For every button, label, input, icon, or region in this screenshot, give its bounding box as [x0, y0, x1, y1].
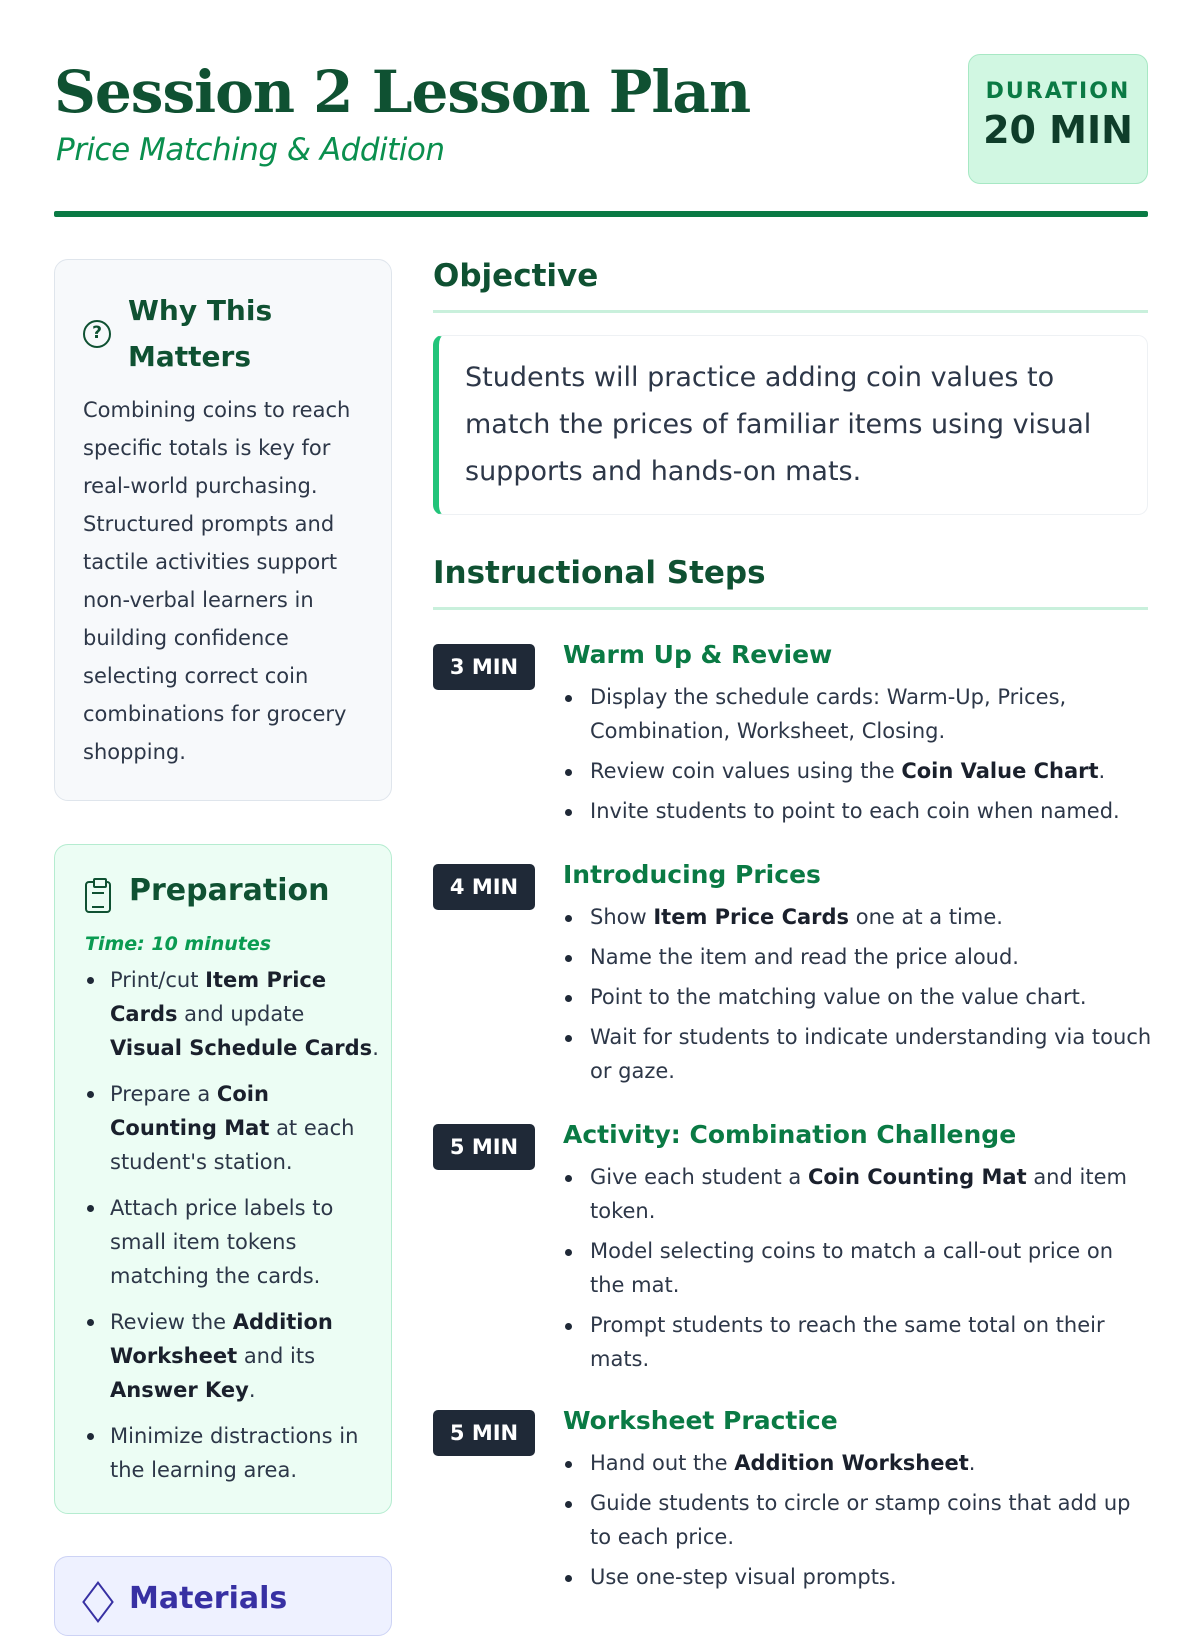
item-text: . — [372, 1036, 379, 1060]
list-item — [563, 1560, 1153, 1594]
step-list — [563, 1446, 1153, 1600]
item-text: at each student's station. — [110, 1116, 355, 1174]
emphasis-text: Addition Worksheet — [734, 1451, 969, 1475]
preparation-list — [85, 963, 381, 1499]
preparation-time: Time: 10 minutes — [85, 933, 272, 955]
preparation-card — [54, 844, 392, 1514]
step-duration-badge: 3 MIN — [433, 644, 535, 690]
objective-heading: Objective — [433, 258, 599, 294]
item-text: Prompt students to reach the same total on their mats. — [590, 1313, 1105, 1371]
item-text: . — [968, 1451, 976, 1475]
list-item — [85, 1191, 381, 1293]
step-duration-badge: 5 MIN — [433, 1124, 535, 1170]
emphasis-text: Item Price Cards — [110, 968, 327, 1026]
item-text: Guide students to circle or stamp coins that add up to each price. — [590, 1491, 1131, 1549]
page-title: Session 2 Lesson Plan — [54, 58, 751, 126]
step-title: Worksheet Practice — [563, 1406, 838, 1435]
item-text: Use one-step visual prompts. — [590, 1565, 897, 1589]
list-item — [563, 980, 1153, 1014]
list-item — [563, 1446, 1153, 1480]
list-item — [563, 794, 1153, 828]
item-text: Review coin values using the — [590, 759, 902, 783]
item-text: Show — [590, 905, 654, 929]
item-text: and update — [177, 1002, 305, 1026]
emphasis-text: Item Price Cards — [653, 905, 850, 929]
instructional-steps-heading: Instructional Steps — [433, 555, 766, 591]
emphasis-text: Addition Worksheet — [110, 1310, 333, 1368]
item-text: Point to the matching value on the value chart. — [590, 985, 1087, 1009]
why-body: Combining coins to reach specific totals is key for real-world purchasing. Structured prompts and tactile activities support non-verbal learners in building confidence selecting correct coin combinations for grocery shopping. — [83, 398, 351, 764]
page-subtitle: Price Matching & Addition — [56, 132, 445, 168]
question-circle-icon: ? — [83, 320, 111, 348]
instructional-steps-rule — [433, 607, 1148, 610]
list-item — [563, 680, 1153, 748]
item-text: Print/cut — [110, 968, 206, 992]
item-text: Model selecting coins to match a call-out price on the mat. — [590, 1239, 1114, 1297]
objective-heading-rule — [433, 310, 1148, 313]
list-item — [563, 754, 1153, 788]
list-item — [563, 1160, 1153, 1228]
step-duration-badge: 5 MIN — [433, 1410, 535, 1456]
step-list — [563, 1160, 1153, 1382]
materials-card — [54, 1556, 392, 1636]
header-divider — [54, 211, 1148, 217]
list-item — [563, 1020, 1153, 1088]
emphasis-text: Coin Value Chart — [901, 759, 1099, 783]
objective-box — [433, 335, 1148, 515]
box-icon — [82, 1581, 114, 1623]
emphasis-text: Answer Key — [110, 1378, 249, 1402]
list-item — [563, 1486, 1153, 1554]
item-text: Hand out the — [590, 1451, 735, 1475]
duration-badge — [968, 54, 1148, 184]
item-text: and its — [237, 1344, 316, 1368]
item-text: Attach price labels to small item tokens matching the cards. — [110, 1196, 334, 1288]
item-text: Minimize distractions in the learning area. — [110, 1424, 359, 1482]
why-this-matters-card — [54, 259, 392, 801]
duration-value: 20 MIN — [983, 108, 1133, 152]
list-item — [563, 940, 1153, 974]
step-title: Introducing Prices — [563, 860, 821, 889]
step-list — [563, 680, 1153, 834]
page-header — [54, 52, 1148, 216]
list-item — [85, 963, 381, 1065]
item-text: Name the item and read the price aloud. — [590, 945, 1019, 969]
emphasis-text: Coin Counting Mat — [110, 1082, 270, 1140]
item-text: Prepare a — [110, 1082, 217, 1106]
item-text: one at a time. — [849, 905, 1003, 929]
item-text: Display the schedule cards: Warm-Up, Prices, Combination, Worksheet, Closing. — [590, 685, 1067, 743]
list-item — [85, 1077, 381, 1179]
item-text: Give each student a — [590, 1165, 808, 1189]
list-item — [85, 1419, 381, 1487]
list-item — [85, 1305, 381, 1407]
item-text: Review the — [110, 1310, 233, 1334]
list-item — [563, 1234, 1153, 1302]
step-list — [563, 900, 1153, 1094]
item-text: . — [1098, 759, 1106, 783]
clipboard-icon — [85, 881, 111, 913]
emphasis-text: Visual Schedule Cards — [110, 1036, 373, 1060]
preparation-title: Preparation — [129, 873, 330, 908]
list-item — [563, 900, 1153, 934]
item-text: Invite students to point to each coin when named. — [590, 799, 1120, 823]
objective-text: Students will practice adding coin values to match the prices of familiar items using visual supports and hands-on mats. — [465, 362, 1092, 487]
materials-title: Materials — [129, 1581, 288, 1616]
emphasis-text: Coin Counting Mat — [807, 1165, 1027, 1189]
item-text: . — [248, 1378, 256, 1402]
item-text: and item token. — [590, 1165, 1127, 1223]
step-title: Activity: Combination Challenge — [563, 1120, 1017, 1149]
list-item — [563, 1308, 1153, 1376]
duration-label: DURATION — [985, 79, 1131, 104]
why-title: Why This Matters — [128, 294, 273, 373]
step-duration-badge: 4 MIN — [433, 864, 535, 910]
step-title: Warm Up & Review — [563, 640, 833, 669]
item-text: Wait for students to indicate understanding via touch or gaze. — [590, 1025, 1152, 1083]
